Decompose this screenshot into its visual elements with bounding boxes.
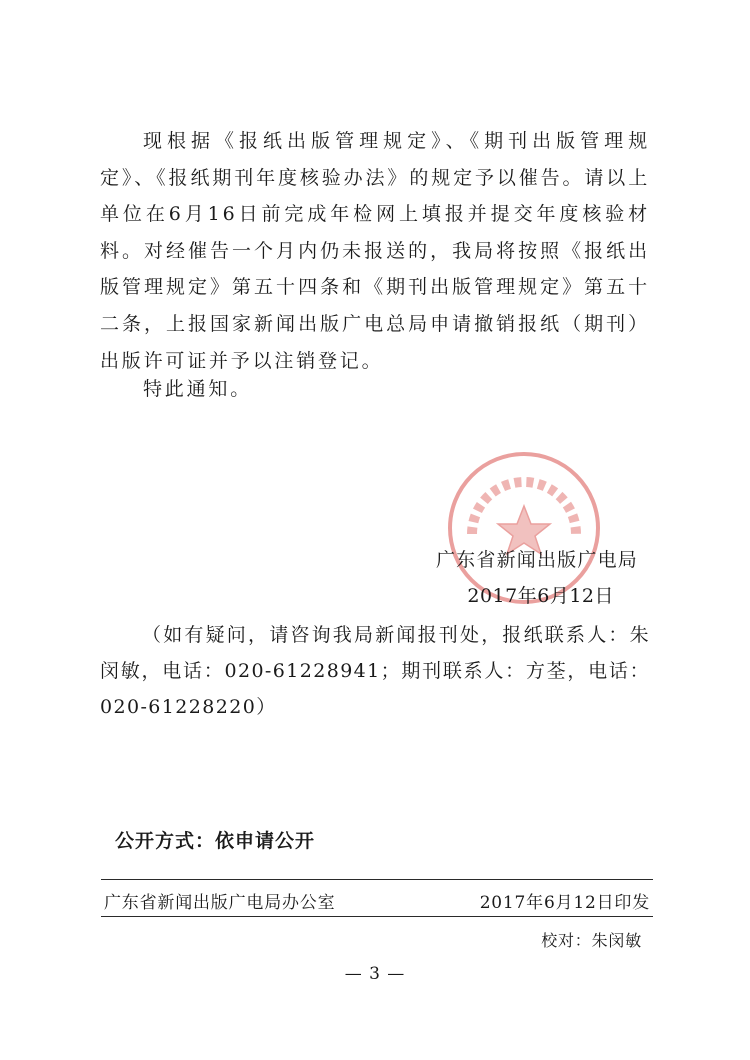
footer-issuing-office: 广东省新闻出版广电局办公室 xyxy=(104,893,336,913)
proofreader: 校对：朱闵敏 xyxy=(541,931,642,950)
page-number: — 3 — xyxy=(344,964,406,984)
closing-line: 特此通知。 xyxy=(143,378,253,400)
contact-note: （如有疑问，请咨询我局新闻报刊处，报纸联系人：朱闵敏，电话：020-61228941；期刊联系人：方荃，电话：020-61228220） xyxy=(100,624,650,718)
signature-date: 2017年6月12日 xyxy=(467,585,614,607)
disclosure-method: 公开方式：依申请公开 xyxy=(115,830,316,852)
footer-top-rule xyxy=(101,879,653,880)
footer-issue-date: 2017年6月12日印发 xyxy=(479,893,650,913)
main-paragraph: 现根据《报纸出版管理规定》、《期刊出版管理规定》、《报纸期刊年度核验办法》的规定予以催告。请以上单位在6月16日前完成年检网上填报并提交年度核验材料。对经催告一个月内仍未报送的，我局将按照《报纸出版管理规定》第五十四条和《期刊出版管理规定》第五十二条，上报国家新闻出版广电总局申请撤销报纸（期刊）出版许可证并予以注销登记。 xyxy=(100,130,650,372)
footer-bottom-rule xyxy=(101,916,653,917)
signature-organization: 广东省新闻出版广电局 xyxy=(435,549,638,571)
